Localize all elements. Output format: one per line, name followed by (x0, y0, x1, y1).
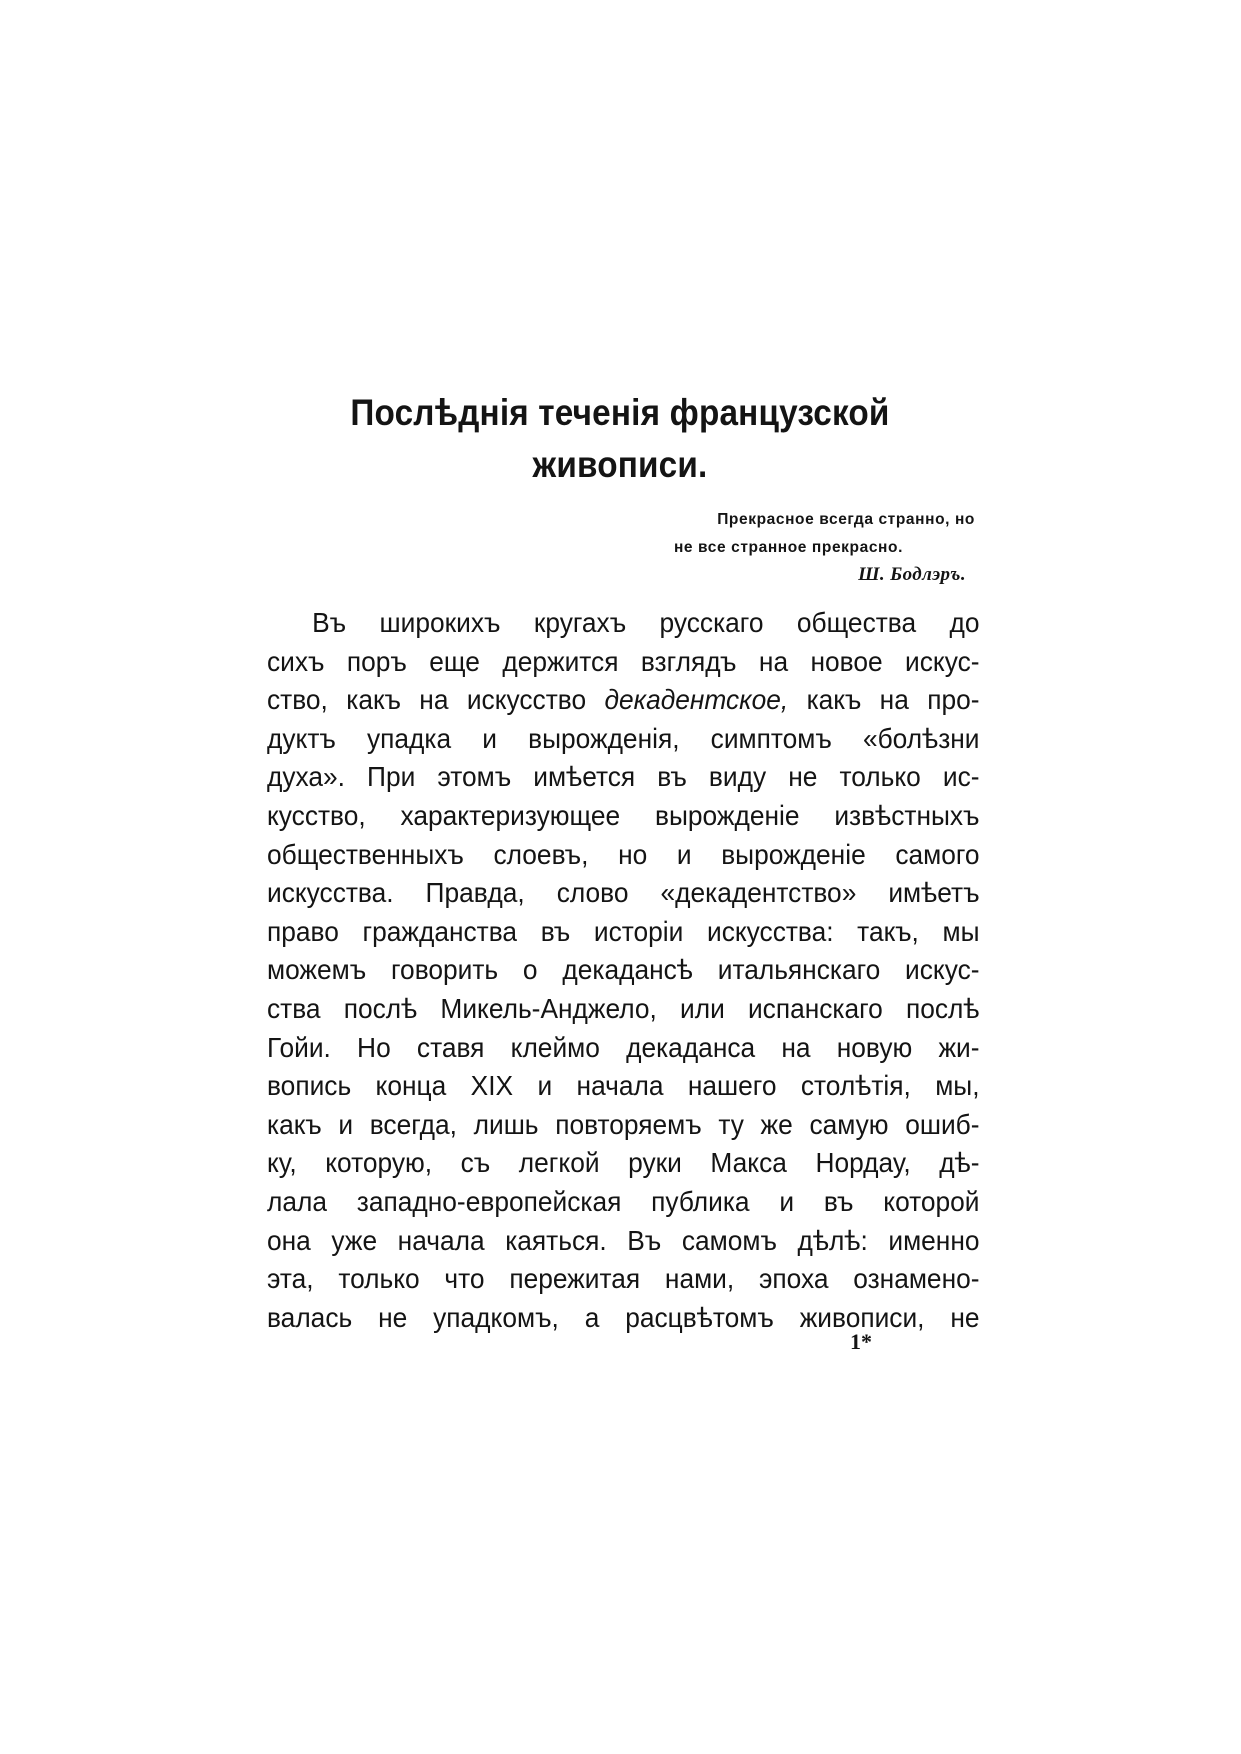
paragraph-text: ство, какъ на искусство (267, 684, 605, 716)
paragraph-line: ства послѣ Микель-Анджело, или испанскаго послѣ (267, 993, 980, 1024)
chapter-title-line-1: Послѣднія теченія французской (350, 392, 890, 433)
chapter-title-line-2: живописи. (532, 444, 708, 485)
paragraph-text: какъ на про- (788, 684, 980, 716)
paragraph-line: сихъ поръ еще держится взглядъ на новое искус- (267, 645, 980, 677)
paragraph-line: можемъ говорить о декадансѣ итальянскаго искус- (267, 954, 980, 986)
paragraph-line: дуктъ упадка и вырожденія, симптомъ «болѣзни (267, 722, 980, 754)
paragraph-line: лала западно-европейская публика и въ которой (267, 1186, 980, 1217)
paragraph-line: кусство, характеризующее вырожденіе извѣстныхъ (267, 800, 980, 831)
paragraph-line: вопись конца XIX и начала нашего столѣтія, мы, (267, 1070, 980, 1102)
paragraph-line: Въ широкихъ кругахъ русскаго общества до (312, 607, 980, 638)
epigraph-line-1: Прекрасное всегда странно, но (717, 511, 975, 528)
paragraph-line: какъ и всегда, лишь повторяемъ ту же самую ошиб- (267, 1108, 980, 1140)
paragraph-line: искусства. Правда, слово «декадентство» имѣетъ (267, 877, 980, 909)
paragraph-line: духа». При этомъ имѣется въ виду не только ис- (267, 761, 980, 793)
paragraph-line: общественныхъ слоевъ, но и вырожденіе самого (267, 838, 980, 870)
paragraph-line: она уже начала каяться. Въ самомъ дѣлѣ: именно (267, 1224, 980, 1256)
paragraph-line: валась не упадкомъ, а расцвѣтомъ живописи, не (267, 1301, 980, 1333)
page-number: 1* (850, 1329, 872, 1354)
paragraph-line (267, 681, 980, 719)
paragraph-line: право гражданства въ исторіи искусства: такъ, мы (267, 915, 980, 947)
emphasis-text: декадентское, (604, 684, 789, 716)
paragraph-line: Гойи. Но ставя клеймо декаданса на новую жи- (267, 1031, 980, 1063)
epigraph-line-2: не все странное прекрасно. (673, 539, 903, 556)
epigraph-author: Ш. Бодлэръ. (858, 564, 966, 585)
paragraph-line: эта, только что пережитая нами, эпоха ознамено- (267, 1263, 980, 1295)
paragraph-line: ку, которую, съ легкой руки Макса Нордау, дѣ- (267, 1147, 980, 1179)
